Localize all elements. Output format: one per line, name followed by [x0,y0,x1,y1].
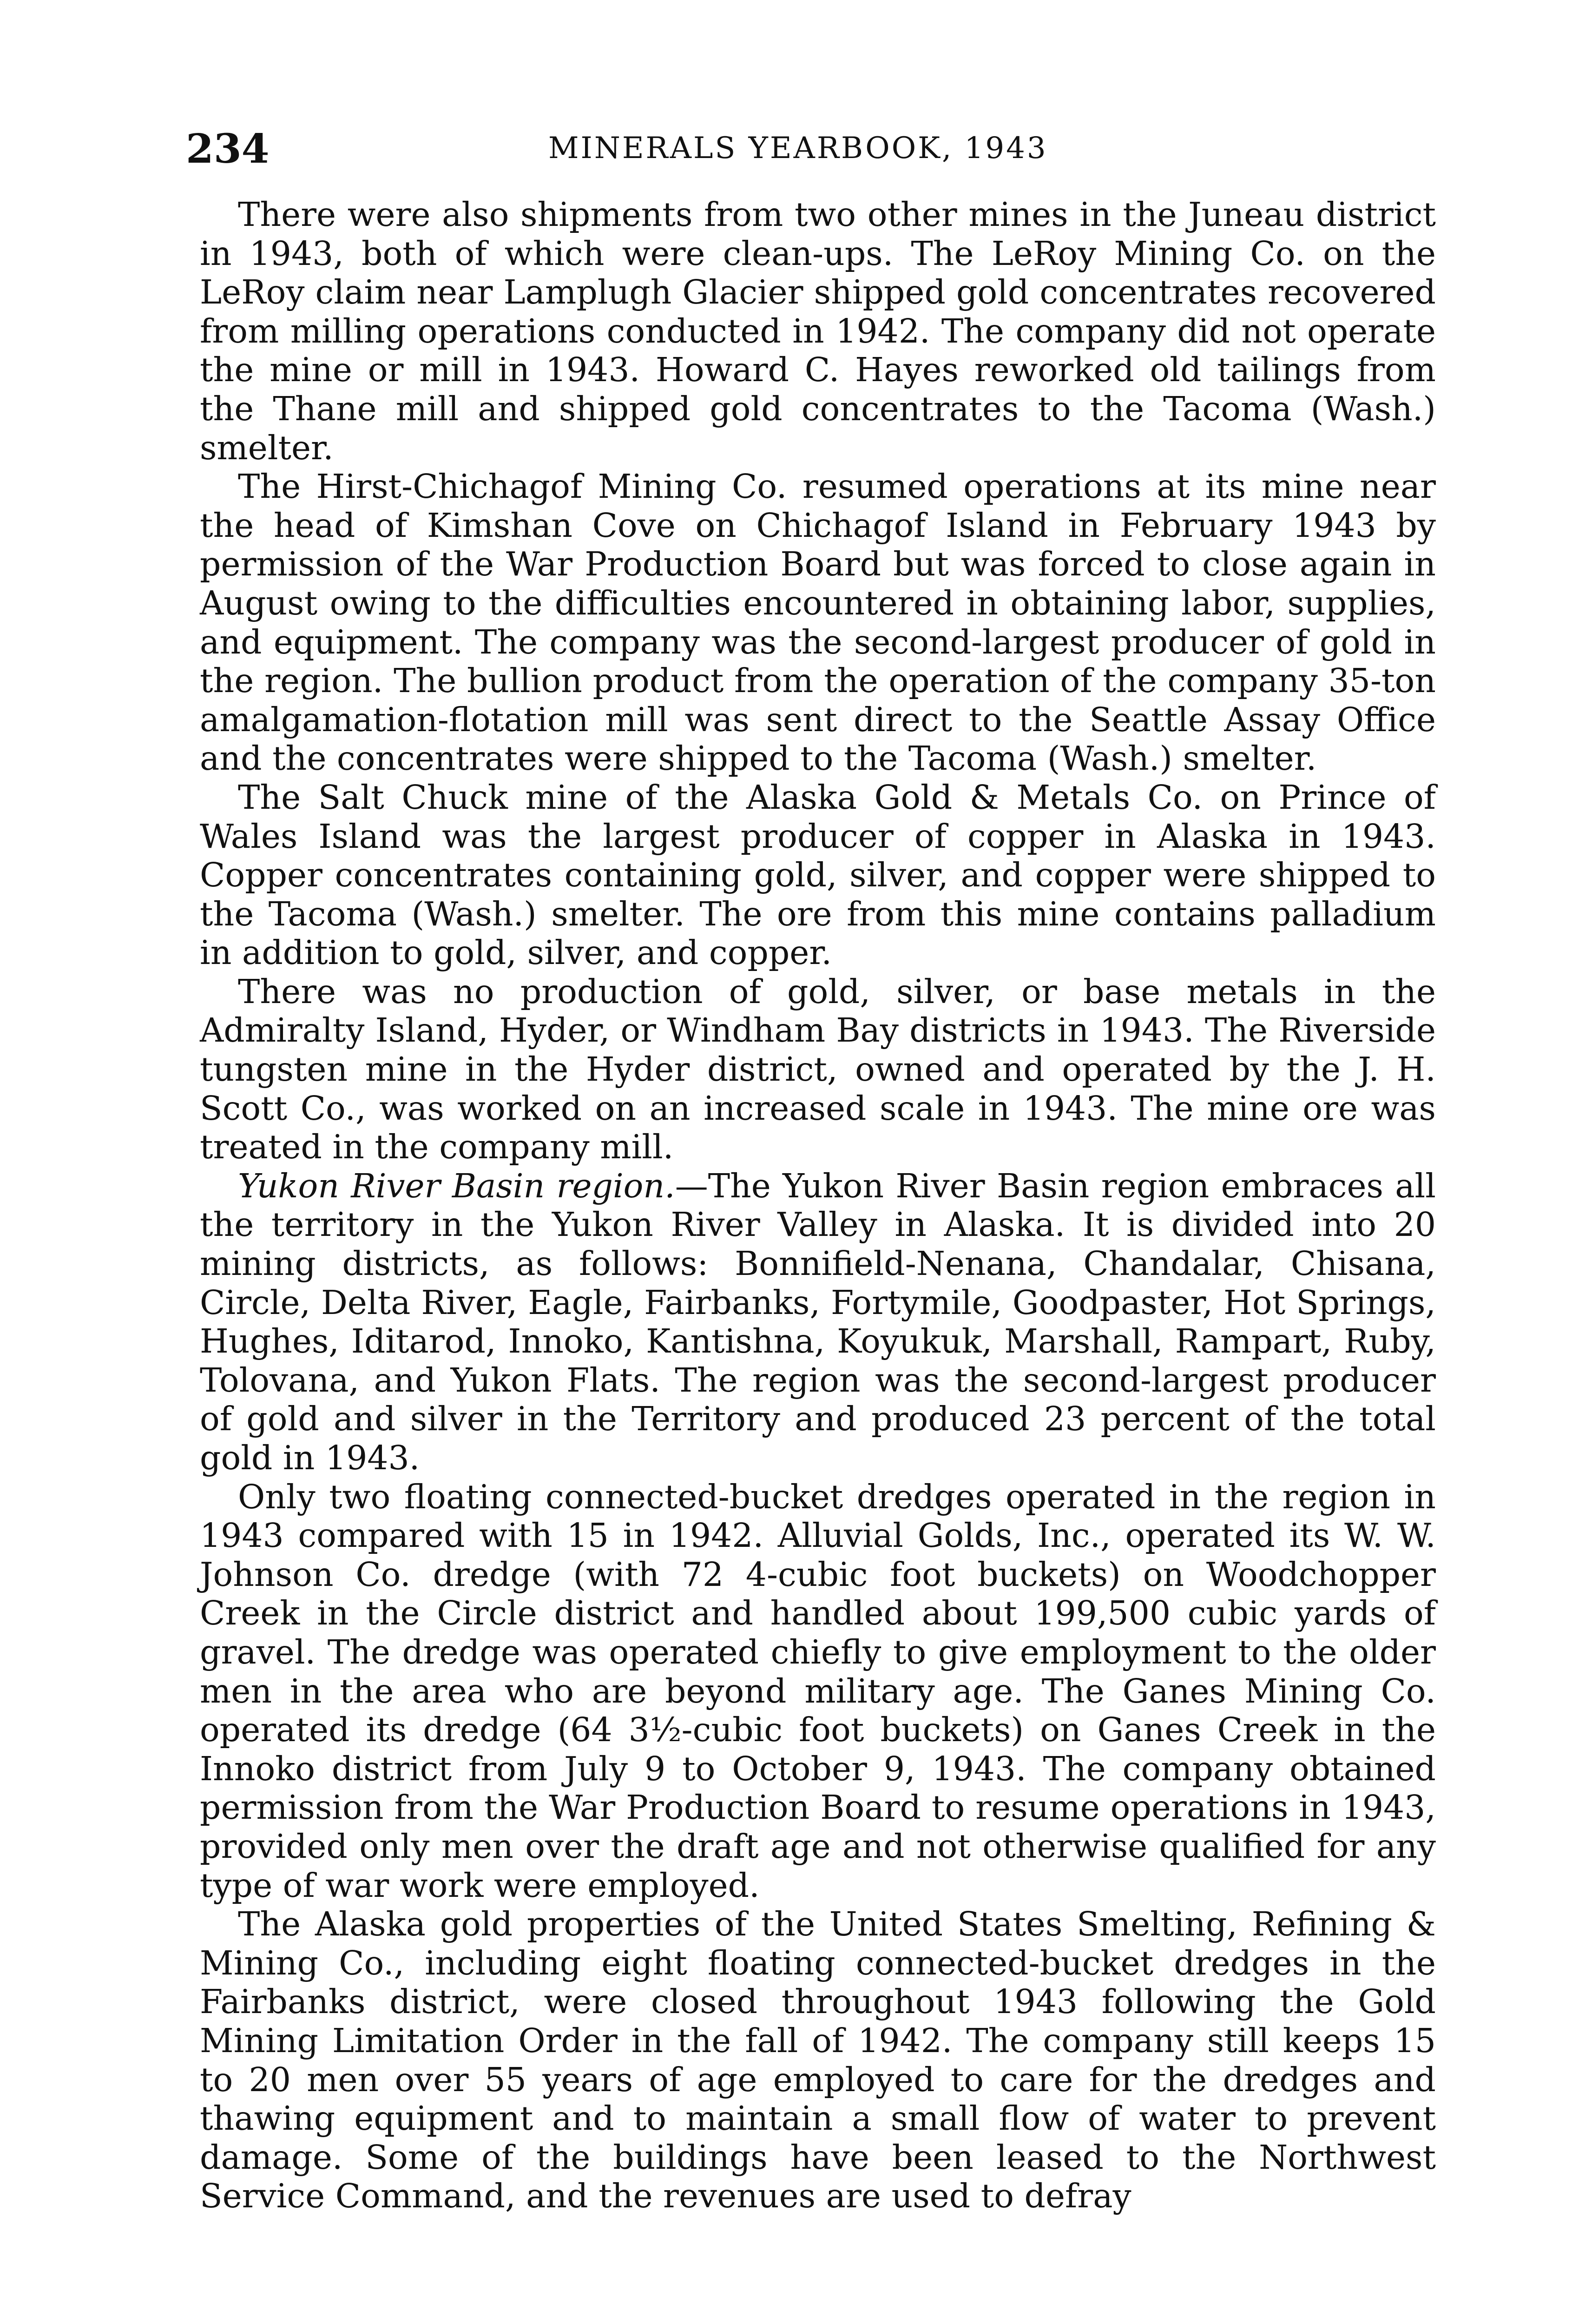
page-number: 234 [186,125,270,172]
section-lead-heading: Yukon River Basin region. [238,1166,675,1205]
running-title: MINERALS YEARBOOK, 1943 [548,131,1048,165]
paragraph-hirst-chichagof [200,467,1436,778]
paragraph-usmr-properties [200,1905,1436,2216]
paragraph-text: The Hirst-Chichagof Mining Co. resumed operations at its mine near the head of Kimshan Cove on Chichagof Island in February 1943 by permission of the War Production Board but was forced to close again in August owing to the difficulties encountered in obtaining labor, supplies, and equipment. The company was the second-largest producer of gold in the region. The bullion product from the operation of the company 35-ton amalgamation-flotation mill was sent direct to the Seattle Assay Office and the concentrates were shipped to the Tacoma (Wash.) smelter. [200,467,1436,778]
paragraph-dredges [200,1478,1436,1905]
page-header [186,125,1431,181]
paragraph-no-production [200,972,1436,1167]
paragraph-text: Only two floating connected-bucket dredges operated in the region in 1943 compared with 15 in 1942. Alluvial Golds, Inc., operated its W. W. Johnson Co. dredge (with 72 4-cubic foot buckets) on Woodchopper Creek in the Circle district and handled about 199,500 cubic yards of gravel. The dredge was operated chiefly to give employment to the older men in the area who are beyond military age. The Ganes Mining Co. operated its dredge (64 3½-cubic foot buckets) on Ganes Creek in the Innoko district from July 9 to October 9, 1943. The company obtained permission from the War Production Board to resume operations in 1943, provided only men over the draft age and not otherwise qualified for any type of war work were employed. [200,1477,1436,1905]
body-text [200,195,1436,2216]
paragraph-text: The Alaska gold properties of the United States Smelting, Refining & Mining Co., including eight floating connected-bucket dredges in the Fairbanks district, were closed throughout 1943 following the Gold Mining Limitation Order in the fall of 1942. The company still keeps 15 to 20 men over 55 years of age employed to care for the dredges and thawing equipment and to maintain a small flow of water to prevent damage. Some of the buildings have been leased to the Northwest Service Command, and the revenues are used to defray [200,1905,1436,2216]
paragraph-text: There were also shipments from two other mines in the Juneau district in 1943, both of which were clean-ups. The LeRoy Mining Co. on the LeRoy claim near Lamplugh Glacier shipped gold concentrates recovered from milling operations conducted in 1942. The company did not operate the mine or mill in 1943. Howard C. Hayes reworked old tailings from the Thane mill and shipped gold concentrates to the Tacoma (Wash.) smelter. [200,195,1436,467]
paragraph-text: The Salt Chuck mine of the Alaska Gold & Metals Co. on Prince of Wales Island was the largest producer of copper in Alaska in 1943. Copper concentrates containing gold, silver, and copper were shipped to the Tacoma (Wash.) smelter. The ore from this mine contains palladium in addition to gold, silver, and copper. [200,778,1436,972]
paragraph-text: —The Yukon River Basin region embraces all the territory in the Yukon River Valley in Alaska. It is divided into 20 mining districts, as follows: Bonnifield-Nenana, Chandalar, Chisana, Circle, Delta River, Eagle, Fairbanks, Fortymile, Goodpaster, Hot Springs, Hughes, Iditarod, Innoko, Kantishna, Koyukuk, Marshall, Rampart, Ruby, Tolovana, and Yukon Flats. The region was the second-largest producer of gold and silver in the Territory and produced 23 percent of the total gold in 1943. [200,1166,1436,1477]
paragraph-salt-chuck [200,778,1436,972]
paragraph-juneau-shipments [200,195,1436,467]
paragraph-yukon-river-basin [200,1167,1436,1478]
paragraph-text: There was no production of gold, silver, or base metals in the Admiralty Island, Hyder, or Windham Bay districts in 1943. The Riverside tungsten mine in the Hyder district, owned and operated by the J. H. Scott Co., was worked on an increased scale in 1943. The mine ore was treated in the company mill. [200,972,1436,1167]
